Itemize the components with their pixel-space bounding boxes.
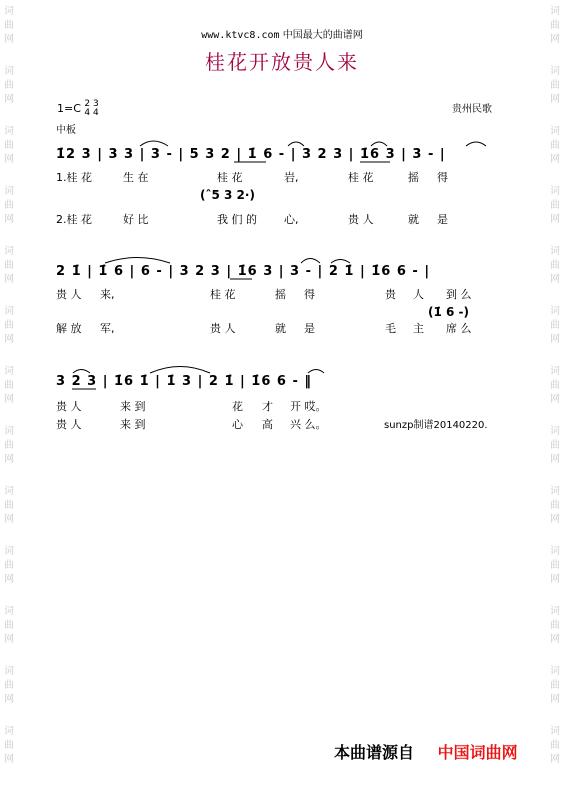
lyric-v2-l1-3: 我 们 的 [217,213,257,226]
watermark-char: 曲 [550,500,560,511]
site-url[interactable]: www.ktvc8.com [201,30,280,41]
watermark-char: 词 [550,726,560,737]
lyric-v1-l1-6: 摇 [408,171,419,184]
grace-phrase-1: (ˆ5 3 2·) [200,188,255,202]
site-slogan: 中国最大的曲谱网 [282,30,363,41]
watermark-char: 词 [4,606,14,617]
watermark-char: 词 [550,246,560,257]
watermark-char: 网 [550,514,560,525]
lyric-v2-l1-2: 好 比 [123,213,149,226]
watermark-char: 曲 [550,440,560,451]
watermark-char: 网 [550,154,560,165]
watermark-char: 网 [550,34,560,45]
watermark-char: 曲 [4,260,14,271]
slur-arc [371,142,387,146]
watermark-char: 词 [550,426,560,437]
lyric-v2-l3-2: 来 到 [120,418,146,431]
watermark-char: 词 [4,366,14,377]
watermark-char: 词 [550,546,560,557]
watermark-char: 曲 [4,200,14,211]
slur-arc [105,258,170,264]
lyric-v2-l2-3: 贵 人 [210,322,236,335]
lyric-v1-l2-6: 贵 [385,288,396,301]
watermark-char: 词 [550,486,560,497]
lyric-v2-l3-1: 贵 人 [56,418,82,431]
footer-site-name[interactable]: 中国词曲网 [437,743,518,762]
lyric-v1-l2-2: 来, [100,288,115,301]
watermark-char: 曲 [550,80,560,91]
watermark-char: 网 [550,274,560,285]
watermark-char: 词 [4,66,14,77]
lyric-v2-l2-2: 军, [100,322,115,335]
watermark-char: 词 [4,486,14,497]
watermark-char: 网 [4,94,14,105]
watermark-char: 网 [550,754,560,765]
watermark-char: 网 [550,214,560,225]
watermark-char: 网 [4,754,14,765]
lyric-v2-l1-7: 是 [437,213,448,226]
watermark-char: 曲 [4,140,14,151]
watermark-char: 词 [550,186,560,197]
lyric-v1-l2-3: 桂 花 [210,288,236,301]
watermark-char: 网 [550,634,560,645]
footer-source-label: 本曲谱源自 [334,743,415,762]
watermark-char: 词 [4,426,14,437]
watermark-char: 网 [550,694,560,705]
lyric-v1-l1-2: 生 在 [123,171,149,184]
watermark-char: 曲 [550,560,560,571]
lyric-v1-l3-3: 花 [232,400,243,413]
notation-line-2: 2 1̇ | 1̇ 6 | 6 - | 3 2 3 | 1̇6 3 | 3 - | 2 1̇ | 1̇6 6 - | [56,264,431,279]
lyric-v1-l3-5: 开 哎。 [290,400,327,413]
watermark-char: 曲 [550,20,560,31]
slur-arc [301,259,320,264]
lyric-v2-l2-4: 就 [275,322,286,335]
watermark-char: 曲 [550,740,560,751]
notation-line-3: 3 2 3 | 1̇6 1̇ | 1̇ 3 | 2 1̇ | 1̇6 6 - ‖ [56,374,312,389]
lyric-v2-l2-1: 解 放 [56,322,82,335]
song-origin: 贵州民歌 [452,104,492,115]
watermark-char: 词 [4,186,14,197]
watermark-char: 网 [4,454,14,465]
slur-arc [140,141,168,146]
watermark-char: 曲 [4,620,14,631]
watermark-char: 曲 [4,680,14,691]
watermark-char: 曲 [4,560,14,571]
watermark-char: 曲 [550,140,560,151]
watermark-char: 网 [550,334,560,345]
watermark-char: 曲 [4,20,14,31]
lyric-v1-l1-5: 桂 花 [348,171,374,184]
lyric-v1-l2-1: 贵 人 [56,288,82,301]
lyric-v2-l1-4: 心, [284,213,299,226]
watermark-char: 网 [4,514,14,525]
lyric-v2-l2-5: 是 [304,322,315,335]
lyric-v1-l1-4: 岩, [284,171,299,184]
watermark-char: 网 [550,394,560,405]
lyric-v1-l2-7: 人 [413,288,424,301]
slur-arc [466,142,486,146]
time-signature-top: 2 3 [84,99,99,109]
watermark-char: 曲 [4,80,14,91]
tempo-marking: 中板 [56,125,76,136]
lyric-v1-l2-5: 得 [304,288,315,301]
watermark-char: 曲 [550,260,560,271]
watermark-char: 曲 [4,380,14,391]
watermark-char: 词 [4,126,14,137]
slur-arc [308,370,324,374]
lyric-v2-l1-6: 就 [408,213,419,226]
lyric-v1-l3-2: 来 到 [120,400,146,413]
watermark-char: 网 [4,154,14,165]
lyric-v2-l2-6: 毛 [385,322,396,335]
lyric-v2-l3-3: 心 [232,418,243,431]
watermark-char: 词 [550,126,560,137]
watermark-char: 词 [550,306,560,317]
watermark-char: 网 [4,634,14,645]
watermark-char: 网 [550,574,560,585]
watermark-char: 曲 [4,740,14,751]
lyric-v1-l2-4: 摇 [275,288,286,301]
slur-arc [73,370,90,374]
notation-line-1: 1̇2 3 | 3 3 | 3 - | 5 3 2 | 1̇ 6 - | 3 2 3 | 1̇6 3 | 3 - | [56,147,446,162]
watermark-char: 曲 [4,320,14,331]
watermark-char: 网 [550,454,560,465]
watermark-char: 网 [4,574,14,585]
watermark-char: 词 [4,6,14,17]
lyric-v1-l1-7: 得 [437,171,448,184]
lyric-v1-l2-8: 到 么 [446,288,472,301]
transcriber-credit: sunzp制谱20140220. [384,420,488,431]
watermark-char: 曲 [550,680,560,691]
key-label: 1=C [57,102,81,115]
slur-arc [288,142,304,146]
watermark-char: 词 [4,306,14,317]
watermark-char: 网 [4,214,14,225]
watermark-char: 词 [550,366,560,377]
lyric-v2-l2-7: 主 [413,322,424,335]
time-signature-bottom: 4 4 [84,108,99,118]
watermark-char: 词 [4,546,14,557]
lyric-v1-l3-4: 才 [262,400,273,413]
lyric-v2-l2-8: 席 么 [446,322,472,335]
slur-arc [331,260,350,264]
watermark-char: 词 [550,606,560,617]
watermark-char: 词 [550,66,560,77]
watermark-char: 网 [4,34,14,45]
footer-source [334,740,518,763]
page-title: 桂花开放贵人来 [205,50,359,74]
lyric-v2-l1-5: 贵 人 [348,213,374,226]
slur-arc [150,367,210,374]
lyric-v1-l1-3: 桂 花 [217,171,243,184]
watermark-char: 曲 [550,620,560,631]
watermark-char: 曲 [550,320,560,331]
watermark-char: 网 [4,394,14,405]
watermark-char: 网 [4,694,14,705]
watermark-char: 词 [4,726,14,737]
watermark-char: 词 [550,666,560,677]
watermark-char: 曲 [4,440,14,451]
grace-phrase-2: (1̇ 6 -) [428,305,470,319]
lyric-v2-l3-5: 兴 么。 [290,418,327,431]
watermark-char: 词 [4,246,14,257]
watermark-char: 曲 [4,500,14,511]
lyric-v1-l1-1: 1.桂 花 [56,171,92,184]
watermark-char: 词 [4,666,14,677]
lyric-v2-l1-1: 2.桂 花 [56,213,92,226]
watermark-char: 曲 [550,200,560,211]
lyric-v1-l3-1: 贵 人 [56,400,82,413]
watermark-char: 词 [550,6,560,17]
watermark-char: 网 [550,94,560,105]
watermark-char: 曲 [550,380,560,391]
watermark-char: 网 [4,334,14,345]
watermark-char: 网 [4,274,14,285]
lyric-v2-l3-4: 高 [262,418,273,431]
